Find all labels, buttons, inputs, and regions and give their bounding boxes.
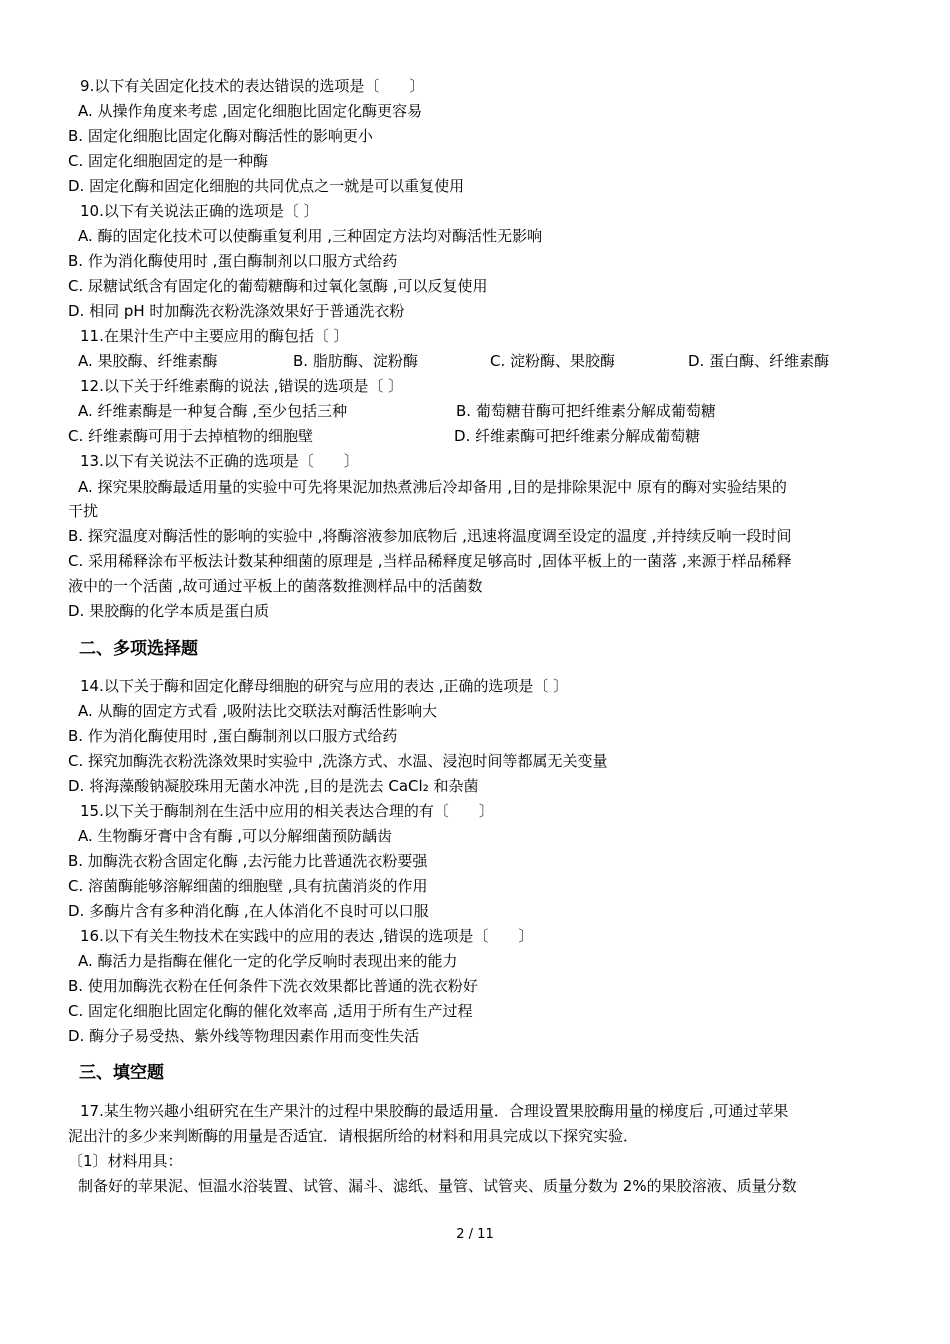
option-14d: D. 将海藻酸钠凝胶珠用无菌水冲洗 ,目的是洗去 CaCl₂ 和杂菌 <box>68 777 479 795</box>
option-12d: D. 纤维素酶可把纤维素分解成葡萄糖 <box>454 427 701 445</box>
option-10d: D. 相同 pH 时加酶洗衣粉洗涤效果好于普通洗衣粉 <box>68 302 405 320</box>
option-11c: C. 淀粉酶、果胶酶 <box>490 352 616 370</box>
question-9: 9.以下有关固定化技术的表达错误的选项是〔 〕 <box>80 77 425 95</box>
option-10b: B. 作为消化酶使用时 ,蛋白酶制剂以口服方式给药 <box>68 252 398 270</box>
question-17-materials-heading: 〔1〕材料用具： <box>68 1152 183 1170</box>
option-13a-line2: 干扰 <box>68 502 99 520</box>
question-15: 15.以下关于酶制剂在生活中应用的相关表达合理的有〔 〕 <box>80 802 494 820</box>
option-15a: A. 生物酶牙膏中含有酶 ,可以分解细菌预防龋齿 <box>78 827 393 845</box>
question-14: 14.以下关于酶和固定化酵母细胞的研究与应用的表达 ,正确的选项是〔 〕 <box>80 677 569 695</box>
option-15b: B. 加酶洗衣粉含固定化酶 ,去污能力比普通洗衣粉要强 <box>68 852 428 870</box>
question-17-line1: 17.某生物兴趣小组研究在生产果汁的过程中果胶酶的最适用量．合理设置果胶酶用量的梯度后 ,可通过苹果 <box>80 1102 789 1120</box>
question-17-line2: 泥出汁的多少来判断酶的用量是否适宜．请根据所给的材料和用具完成以下探究实验． <box>68 1127 639 1145</box>
option-16a: A. 酶活力是指酶在催化一定的化学反响时表现出来的能力 <box>78 952 458 970</box>
option-9b: B. 固定化细胞比固定化酶对酶活性的影响更小 <box>68 127 373 145</box>
option-15c: C. 溶菌酶能够溶解细菌的细胞壁 ,具有抗菌消炎的作用 <box>68 877 428 895</box>
question-16: 16.以下有关生物技术在实践中的应用的表达 ,错误的选项是〔 〕 <box>80 927 534 945</box>
option-10a: A. 酶的固定化技术可以使酶重复利用 ,三种固定方法均对酶活性无影响 <box>78 227 543 245</box>
option-13d: D. 果胶酶的化学本质是蛋白质 <box>68 602 270 620</box>
option-11a: A. 果胶酶、纤维素酶 <box>78 352 218 370</box>
option-11b: B. 脂肪酶、淀粉酶 <box>293 352 418 370</box>
option-13c-line2: 液中的一个活菌 ,故可通过平板上的菌落数推测样品中的活菌数 <box>68 577 483 595</box>
option-12a: A. 纤维素酶是一种复合酶 ,至少包括三种 <box>78 402 348 420</box>
option-9d: D. 固定化酶和固定化细胞的共同优点之一就是可以重复使用 <box>68 177 465 195</box>
section-heading-fill-in: 三、填空题 <box>79 1063 164 1083</box>
option-15d: D. 多酶片含有多种消化酶 ,在人体消化不良时可以口服 <box>68 902 429 920</box>
option-14c: C. 探究加酶洗衣粉洗涤效果时实验中 ,洗涤方式、水温、浸泡时间等都属无关变量 <box>68 752 608 770</box>
option-12c: C. 纤维素酶可用于去掉植物的细胞壁 <box>68 427 314 445</box>
option-9a: A. 从操作角度来考虑 ,固定化细胞比固定化酶更容易 <box>78 102 423 120</box>
question-13: 13.以下有关说法不正确的选项是〔 〕 <box>80 452 359 470</box>
question-10: 10.以下有关说法正确的选项是〔 〕 <box>80 202 319 220</box>
question-17-materials-list: 制备好的苹果泥、恒温水浴装置、试管、漏斗、滤纸、量管、试管夹、质量分数为 2%的果胶溶液、质量分数 <box>78 1177 797 1195</box>
question-12: 12.以下关于纤维素酶的说法 ,错误的选项是〔 〕 <box>80 377 404 395</box>
option-13c-line1: C. 采用稀释涂布平板法计数某种细菌的原理是 ,当样品稀释度足够高时 ,固体平板上的一菌落 ,来源于样品稀释 <box>68 552 792 570</box>
option-11d: D. 蛋白酶、纤维素酶 <box>688 352 830 370</box>
option-12b: B. 葡萄糖苷酶可把纤维素分解成葡萄糖 <box>456 402 716 420</box>
option-13a-line1: A. 探究果胶酶最适用量的实验中可先将果泥加热煮沸后冷却备用 ,目的是排除果泥中 原有的酶对实验结果的 <box>78 478 787 496</box>
option-16c: C. 固定化细胞比固定化酶的催化效率高 ,适用于所有生产过程 <box>68 1002 473 1020</box>
page-number: 2 / 11 <box>456 1227 494 1242</box>
section-heading-multiple-choice: 二、多项选择题 <box>79 639 198 659</box>
option-13b: B. 探究温度对酶活性的影响的实验中 ,将酶溶液参加底物后 ,迅速将温度调至设定的温度 ,并持续反响一段时间 <box>68 527 792 545</box>
option-14b: B. 作为消化酶使用时 ,蛋白酶制剂以口服方式给药 <box>68 727 398 745</box>
option-14a: A. 从酶的固定方式看 ,吸附法比交联法对酶活性影响大 <box>78 702 438 720</box>
question-11: 11.在果汁生产中主要应用的酶包括〔 〕 <box>80 327 349 345</box>
option-16d: D. 酶分子易受热、紫外线等物理因素作用而变性失活 <box>68 1027 420 1045</box>
option-10c: C. 尿糖试纸含有固定化的葡萄糖酶和过氧化氢酶 ,可以反复使用 <box>68 277 488 295</box>
option-16b: B. 使用加酶洗衣粉在任何条件下洗衣效果都比普通的洗衣粉好 <box>68 977 478 995</box>
option-9c: C. 固定化细胞固定的是一种酶 <box>68 152 269 170</box>
